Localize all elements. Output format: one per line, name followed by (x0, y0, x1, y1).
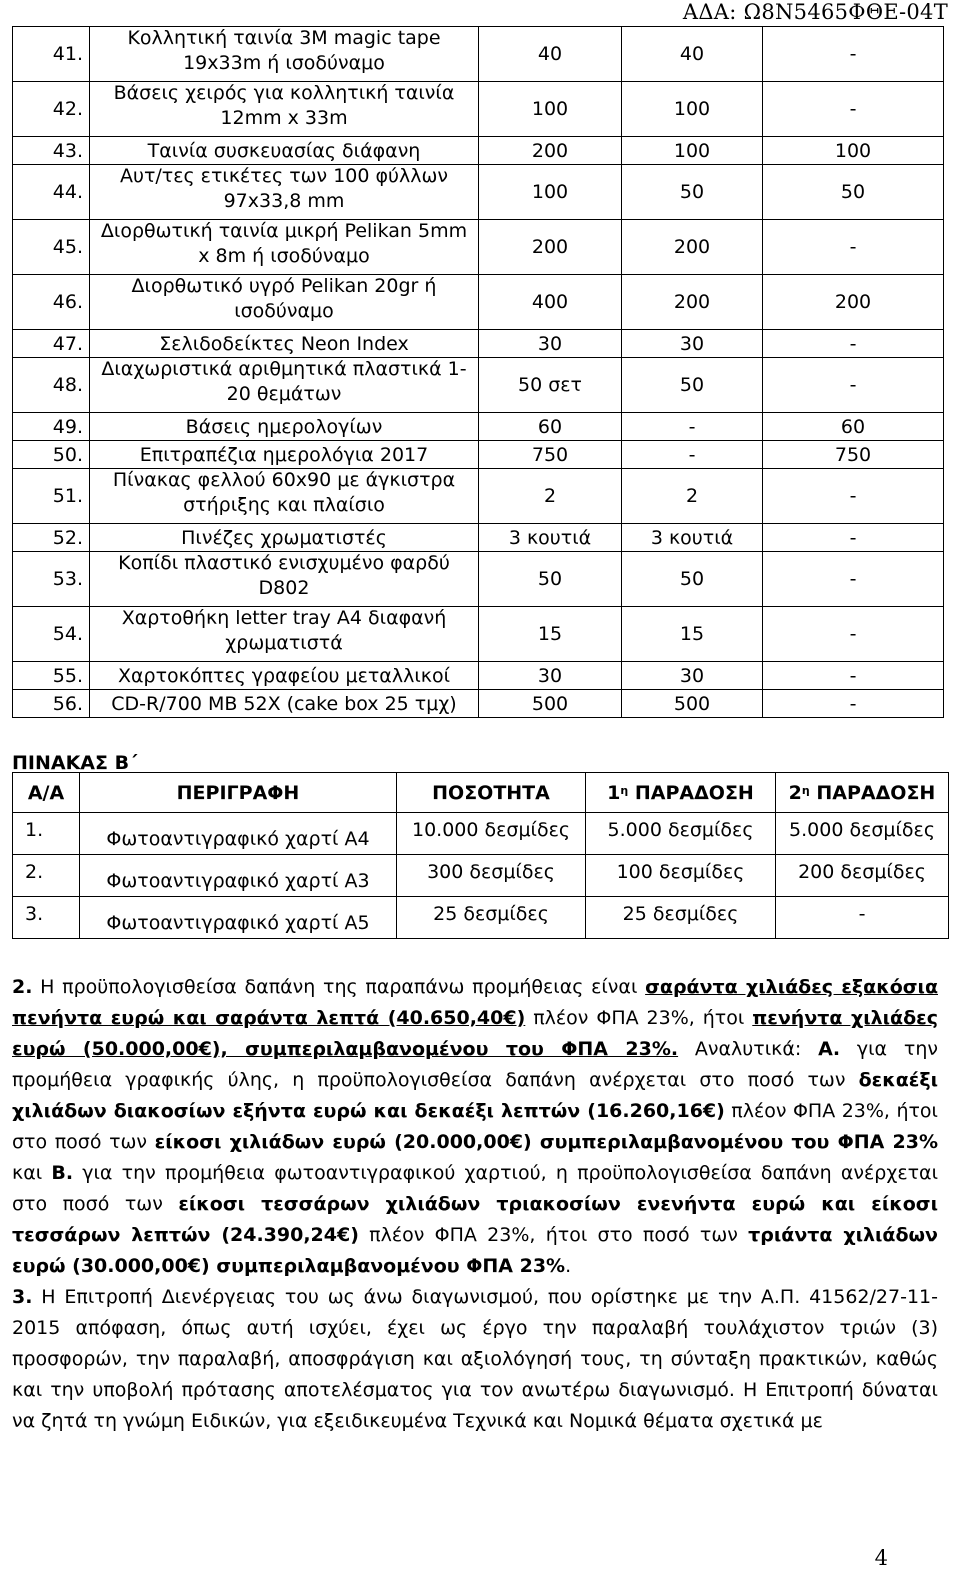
item-quantity: 400 (479, 275, 622, 330)
item-number: 1. (13, 813, 80, 855)
table-row (13, 275, 944, 330)
table-row (13, 469, 944, 524)
item-description (90, 552, 479, 607)
item-delivery-1: 3 κουτιά (622, 524, 763, 552)
item-description (90, 413, 479, 441)
item-quantity: 200 (479, 137, 622, 165)
item-number: 45. (13, 220, 90, 275)
description-line: 19x33m ή ισοδύναμο (183, 52, 385, 74)
paragraph-3: 3. Η Επιτροπή Διενέργειας του ως άνω διαγωνισμού, που ορίστηκε με την Α.Π. 41562/27-11-2015 απόφαση, όπως αυτή ισχύει, έχει ως έργο την παραλαβή τουλάχιστον τριών (3) προσφορών, την παραλαβή, αποσφράγιση και αξιολόγησή τους, τη σύνταξη πρακτικών, καθώς και την υποβολή πρότασης αποτελέσματος για τον ανωτέρω διαγωνισμό. Η Επιτροπή δύναται να ζητά τη γνώμη Ειδικών, για εξειδικευμένα Τεχνικά και Νομικά θέματα σχετικά με (12, 1286, 938, 1432)
item-description (90, 220, 479, 275)
item-quantity: 50 (479, 552, 622, 607)
supplies-table-b (12, 772, 949, 939)
description-line: Βάσεις χειρός για κολλητική ταινία (113, 82, 455, 104)
item-delivery-2: - (763, 330, 944, 358)
item-number: 51. (13, 469, 90, 524)
description-line: στήριξης και πλαίσιο (183, 494, 385, 516)
item-delivery-1: 50 (622, 358, 763, 413)
description-line: 20 θεμάτων (226, 383, 342, 405)
item-delivery-2: 200 (763, 275, 944, 330)
item-quantity: 60 (479, 413, 622, 441)
item-delivery-1: - (622, 441, 763, 469)
description-line: Διορθωτική ταινία μικρή Pelikan 5mm (100, 220, 468, 242)
item-number: 46. (13, 275, 90, 330)
item-delivery-2: 200 δεσμίδες (776, 855, 949, 897)
item-delivery-1: 100 (622, 82, 763, 137)
description-line: Ταινία συσκευασίας διάφανη (147, 139, 421, 162)
description-line: 97x33,8 mm (223, 190, 345, 212)
ada-code: ΑΔΑ: Ω8Ν5465ΦΘΕ-04Τ (682, 0, 948, 24)
description-line: Διαχωριστικά αριθμητικά πλαστικά 1- (101, 358, 467, 380)
description-line: ισοδύναμο (234, 300, 334, 322)
item-delivery-2: - (763, 690, 944, 718)
item-delivery-2: - (763, 220, 944, 275)
header-description: ΠΕΡΙΓΡΑΦΗ (80, 773, 397, 813)
description-line: Χαρτοκόπτες γραφείου μεταλλικοί (117, 664, 451, 687)
description-line: Χαρτοθήκη letter tray A4 διαφανή (121, 607, 447, 629)
table-row (13, 552, 944, 607)
header-delivery-2: $2^\eta$ ΠΑΡΑΔΟΣΗ (776, 773, 949, 813)
item-delivery-1: 50 (622, 552, 763, 607)
description-line: χρωματιστά (225, 632, 343, 654)
item-delivery-2: 750 (763, 441, 944, 469)
item-description (90, 275, 479, 330)
page-number: 4 (874, 1546, 888, 1570)
item-number: 52. (13, 524, 90, 552)
item-delivery-1: 200 (622, 275, 763, 330)
item-delivery-1: 5.000 δεσμίδες (586, 813, 776, 855)
description-line: Κολλητική ταινία 3M magic tape (127, 27, 441, 49)
description-line: Βάσεις ημερολογίων (185, 415, 383, 438)
table-row (13, 855, 949, 897)
description-line: Κοπίδι πλαστικό ενισχυμένο φαρδύ (118, 552, 450, 574)
item-delivery-1: 2 (622, 469, 763, 524)
item-number: 50. (13, 441, 90, 469)
item-delivery-1: 15 (622, 607, 763, 662)
item-quantity: 750 (479, 441, 622, 469)
item-quantity: 40 (479, 27, 622, 82)
item-quantity: 10.000 δεσμίδες (397, 813, 586, 855)
item-delivery-1: 40 (622, 27, 763, 82)
table-row (13, 524, 944, 552)
item-description (90, 82, 479, 137)
item-number: 53. (13, 552, 90, 607)
item-delivery-2: - (763, 469, 944, 524)
item-description (90, 662, 479, 690)
item-quantity: 30 (479, 662, 622, 690)
description-line: Πίνακας φελλού 60x90 με άγκιστρα (112, 469, 456, 491)
item-quantity: 300 δεσμίδες (397, 855, 586, 897)
item-delivery-1: - (622, 413, 763, 441)
item-quantity: 15 (479, 607, 622, 662)
item-number: 43. (13, 137, 90, 165)
item-description: Φωτοαντιγραφικό χαρτί Α5 (80, 897, 397, 939)
item-description: Φωτοαντιγραφικό χαρτί Α4 (80, 813, 397, 855)
description-line: D802 (258, 577, 310, 599)
description-line: Πινέζες χρωματιστές (181, 526, 387, 549)
table-row (13, 330, 944, 358)
item-delivery-2: - (763, 524, 944, 552)
paragraph-2: 2. Η προϋπολογισθείσα δαπάνη της παραπάνω προμήθειας είναι σαράντα χιλιάδες εξακόσια πενήντα ευρώ και σαράντα λεπτά (40.650,40€) πλέον ΦΠΑ 23%, ήτοι πενήντα χιλιάδες ευρώ (50.000,00€), συμπεριλαμβανομένου του ΦΠΑ 23%. Αναλυτικά: Α. για την προμήθεια γραφικής ύλης, η προϋπολογισθείσα δαπάνη ανέρχεται στο ποσό των δεκαέξι χιλιάδων διακοσίων εξήντα ευρώ και δεκαέξι λεπτών (16.260,16€) πλέον ΦΠΑ 23%, ήτοι στο ποσό των είκοσι χιλιάδων ευρώ (20.000,00€) συμπεριλαμβανομένου του ΦΠΑ 23% και Β. για την προμήθεια φωτοαντιγραφικού χαρτιού, η προϋπολογισθείσα δαπάνη ανέρχεται στο ποσό των είκοσι τεσσάρων χιλιάδων τριακοσίων ενενήντα ευρώ και είκοσι τεσσάρων λεπτών (24.390,24€) πλέον ΦΠΑ 23%, ήτοι στο ποσό των τριάντα χιλιάδων ευρώ (30.000,00€) συμπεριλαμβανομένου ΦΠΑ 23%. (12, 976, 939, 1277)
item-number: 54. (13, 607, 90, 662)
table-b-header (13, 773, 949, 813)
item-delivery-1: 50 (622, 165, 763, 220)
item-description (90, 607, 479, 662)
description-line: Επιτραπέζια ημερολόγια 2017 (139, 443, 429, 466)
item-number: 56. (13, 690, 90, 718)
item-delivery-1: 25 δεσμίδες (586, 897, 776, 939)
table-row (13, 607, 944, 662)
item-quantity: 50 σετ (479, 358, 622, 413)
item-description: Φωτοαντιγραφικό χαρτί Α3 (80, 855, 397, 897)
description-line: Αυτ/τες ετικέτες των 100 φύλλων (119, 165, 449, 187)
item-delivery-2: - (763, 82, 944, 137)
description-line: x 8m ή ισοδύναμο (198, 245, 370, 267)
description-line: Σελιδοδείκτες Neon Index (159, 332, 409, 355)
table-row (13, 137, 944, 165)
table-row (13, 27, 944, 82)
description-line: 12mm x 33m (220, 107, 348, 129)
item-quantity: 2 (479, 469, 622, 524)
table-row (13, 82, 944, 137)
item-number: 41. (13, 27, 90, 82)
item-description (90, 330, 479, 358)
table-row (13, 413, 944, 441)
item-description (90, 524, 479, 552)
item-quantity: 100 (479, 165, 622, 220)
table-row (13, 165, 944, 220)
item-quantity: 30 (479, 330, 622, 358)
item-delivery-1: 100 (622, 137, 763, 165)
item-delivery-2: - (763, 607, 944, 662)
item-number: 48. (13, 358, 90, 413)
item-description (90, 27, 479, 82)
item-number: 49. (13, 413, 90, 441)
item-number: 3. (13, 897, 80, 939)
table-row (13, 358, 944, 413)
item-description (90, 358, 479, 413)
description-line: Διορθωτικό υγρό Pelikan 20gr ή (131, 275, 437, 297)
item-delivery-2: - (763, 27, 944, 82)
item-quantity: 3 κουτιά (479, 524, 622, 552)
header-quantity: ΠΟΣΟΤΗΤΑ (397, 773, 586, 813)
item-delivery-1: 500 (622, 690, 763, 718)
description-line: CD-R/700 MB 52X (cake box 25 τμχ) (111, 692, 457, 715)
item-description (90, 137, 479, 165)
item-description (90, 469, 479, 524)
header-delivery-1: $1^\eta$ ΠΑΡΑΔΟΣΗ (586, 773, 776, 813)
table-row (13, 441, 944, 469)
item-number: 47. (13, 330, 90, 358)
item-quantity: 100 (479, 82, 622, 137)
item-quantity: 25 δεσμίδες (397, 897, 586, 939)
table-row (13, 662, 944, 690)
item-description (90, 165, 479, 220)
item-delivery-2: - (763, 662, 944, 690)
item-delivery-2: 50 (763, 165, 944, 220)
item-delivery-1: 30 (622, 330, 763, 358)
item-description (90, 690, 479, 718)
item-quantity: 500 (479, 690, 622, 718)
supplies-table-a (12, 26, 944, 718)
item-description (90, 441, 479, 469)
table-b-title: ΠΙΝΑΚΑΣ Β΄ (12, 752, 138, 774)
item-delivery-2: - (776, 897, 949, 939)
header-aa: Α/Α (13, 773, 80, 813)
item-number: 2. (13, 855, 80, 897)
item-delivery-2: - (763, 552, 944, 607)
item-number: 55. (13, 662, 90, 690)
item-quantity: 200 (479, 220, 622, 275)
table-row (13, 690, 944, 718)
item-delivery-1: 200 (622, 220, 763, 275)
table-row (13, 220, 944, 275)
item-delivery-2: 5.000 δεσμίδες (776, 813, 949, 855)
item-delivery-1: 30 (622, 662, 763, 690)
body-text (12, 972, 938, 1437)
table-row (13, 813, 949, 855)
item-number: 44. (13, 165, 90, 220)
item-delivery-2: - (763, 358, 944, 413)
item-number: 42. (13, 82, 90, 137)
table-row (13, 897, 949, 939)
item-delivery-2: 60 (763, 413, 944, 441)
item-delivery-2: 100 (763, 137, 944, 165)
item-delivery-1: 100 δεσμίδες (586, 855, 776, 897)
